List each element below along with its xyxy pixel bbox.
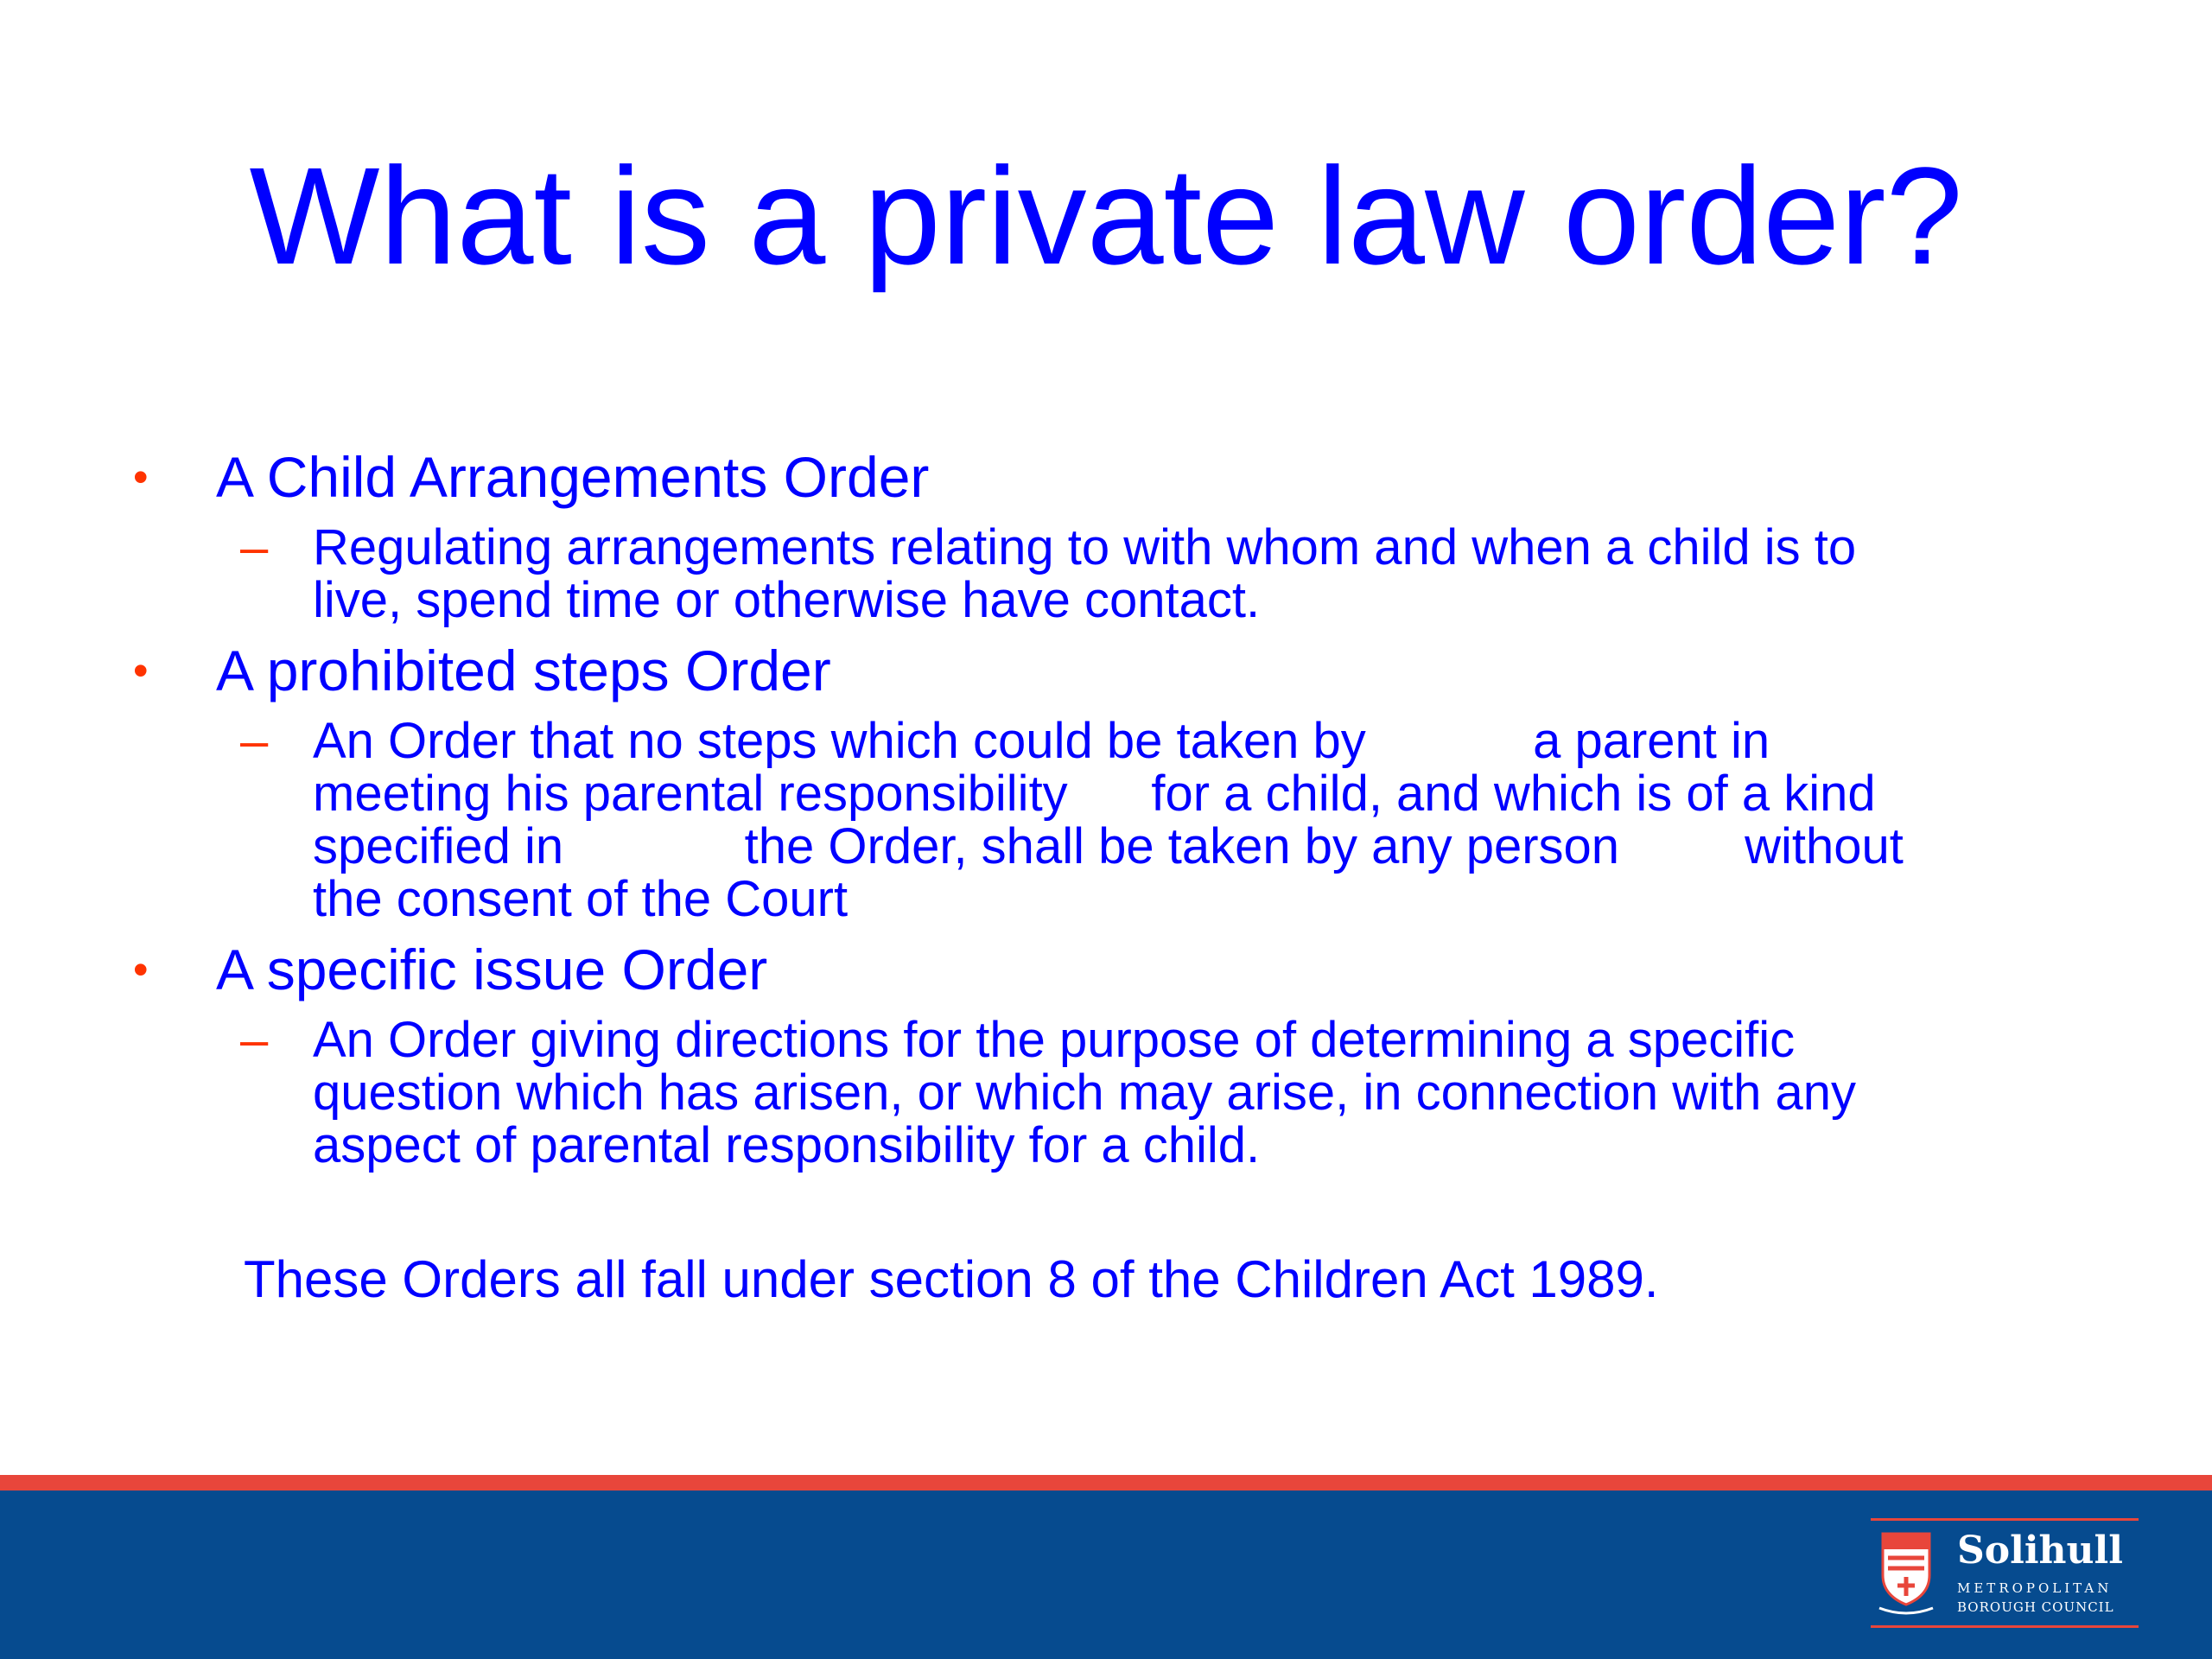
sub-line: meeting his parental responsibility for a child, and which is of a kind xyxy=(313,766,1876,822)
bullet-marker: • xyxy=(133,453,149,501)
bullet-text: A prohibited steps Order xyxy=(216,639,831,702)
sub-dash: – xyxy=(240,519,269,575)
bullet-text: A Child Arrangements Order xyxy=(216,445,930,509)
sub-dash: – xyxy=(240,713,269,769)
sub-line: specified in the Order, shall be taken by any person without xyxy=(313,818,1904,874)
council-logo xyxy=(1871,1518,2147,1629)
crest-icon xyxy=(1876,1529,1936,1618)
sub-line: Regulating arrangements relating to with whom and when a child is to xyxy=(313,519,1857,575)
sub-line: question which has arisen, or which may arise, in connection with any xyxy=(313,1065,1857,1121)
sub-line: the consent of the Court xyxy=(313,871,849,927)
bullet-text: A specific issue Order xyxy=(216,938,768,1001)
sub-dash: – xyxy=(240,1012,269,1068)
sub-line: live, spend time or otherwise have contact. xyxy=(313,572,1261,628)
sub-line: aspect of parental responsibility for a child. xyxy=(313,1117,1261,1173)
logo-subtitle-2: BOROUGH COUNCIL xyxy=(1957,1599,2114,1615)
logo-rule-bottom xyxy=(1871,1625,2139,1628)
logo-name: Solihull xyxy=(1957,1529,2123,1573)
logo-subtitle-1: METROPOLITAN xyxy=(1957,1580,2113,1596)
slide-title: What is a private law order? xyxy=(249,138,1963,293)
logo-rule-top xyxy=(1871,1518,2139,1521)
section-note: These Orders all fall under section 8 of the Children Act 1989. xyxy=(244,1250,1659,1308)
sub-line: An Order that no steps which could be taken by a parent in xyxy=(313,713,1770,769)
sub-line: An Order giving directions for the purpose of determining a specific xyxy=(313,1012,1796,1068)
bullet-marker: • xyxy=(133,945,149,994)
footer-red-band xyxy=(0,1475,2212,1491)
bullet-marker: • xyxy=(133,646,149,695)
